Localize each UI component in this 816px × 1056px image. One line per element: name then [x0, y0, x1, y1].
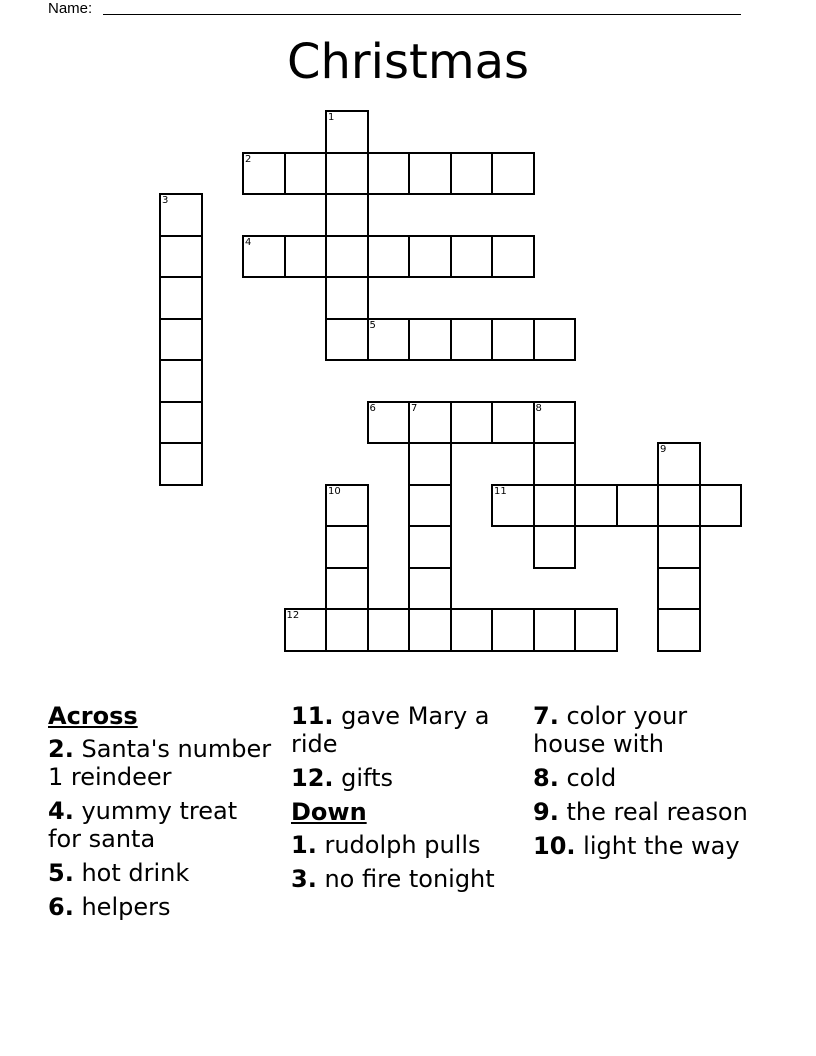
- clue-item-number: 2.: [48, 735, 74, 763]
- clue-item-text: rudolph pulls: [324, 831, 481, 859]
- crossword-cell[interactable]: [657, 567, 701, 611]
- crossword-cell[interactable]: [159, 235, 203, 279]
- crossword-cell[interactable]: [450, 401, 494, 445]
- clue-item-number: 6.: [48, 893, 74, 921]
- crossword-cell[interactable]: [242, 235, 286, 279]
- crossword-cell[interactable]: [284, 235, 328, 279]
- clue-item-number: 12.: [291, 764, 334, 792]
- crossword-cell[interactable]: [450, 318, 494, 362]
- clue-item-text: hot drink: [81, 859, 190, 887]
- page-title: Christmas: [286, 34, 529, 90]
- crossword-cell[interactable]: [491, 608, 535, 652]
- clue-item-number: 4.: [48, 797, 74, 825]
- clue-item: [291, 831, 516, 859]
- crossword-cell[interactable]: [408, 442, 452, 486]
- crossword-cell[interactable]: [408, 401, 452, 445]
- clue-item-number: 1.: [291, 831, 317, 859]
- crossword-cell[interactable]: [616, 484, 660, 528]
- crossword-cell[interactable]: [367, 152, 411, 196]
- clue-item: [291, 702, 516, 758]
- crossword-cell[interactable]: [657, 484, 701, 528]
- clue-number: 6: [369, 402, 376, 414]
- clue-column-1: [48, 702, 273, 927]
- crossword-cell[interactable]: [408, 567, 452, 611]
- crossword-cell[interactable]: [367, 608, 411, 652]
- crossword-cell[interactable]: [533, 525, 577, 569]
- clue-item-text: cold: [566, 764, 617, 792]
- crossword-cell[interactable]: [367, 318, 411, 362]
- crossword-cell[interactable]: [491, 484, 535, 528]
- crossword-cell[interactable]: [325, 525, 369, 569]
- crossword-cell[interactable]: [491, 152, 535, 196]
- crossword-cell[interactable]: [159, 359, 203, 403]
- clue-item-text: color your house with: [533, 702, 688, 758]
- clue-item-number: 3.: [291, 865, 317, 893]
- crossword-cell[interactable]: [325, 484, 369, 528]
- down-heading: Down: [291, 798, 367, 826]
- crossword-cell[interactable]: [574, 484, 618, 528]
- clue-number: 9: [660, 444, 667, 455]
- crossword-cell[interactable]: [325, 152, 369, 196]
- clue-item: [48, 735, 273, 791]
- clue-item-text: the real reason: [566, 798, 748, 826]
- clue-number: 4: [245, 236, 252, 248]
- clue-item: [533, 832, 758, 860]
- clue-column-2: [291, 702, 516, 899]
- crossword-cell[interactable]: [408, 608, 452, 652]
- crossword-cell[interactable]: [159, 442, 203, 486]
- crossword-cell[interactable]: [367, 401, 411, 445]
- crossword-cell[interactable]: [325, 567, 369, 611]
- clue-column-3: [533, 702, 758, 866]
- crossword-cell[interactable]: [657, 608, 701, 652]
- crossword-cell[interactable]: [284, 608, 328, 652]
- crossword-cell[interactable]: [491, 401, 535, 445]
- crossword-cell[interactable]: [408, 152, 452, 196]
- clue-item-number: 9.: [533, 798, 559, 826]
- crossword-cell[interactable]: [408, 525, 452, 569]
- clue-item: [533, 798, 758, 826]
- crossword-cell[interactable]: [450, 152, 494, 196]
- crossword-cell[interactable]: [491, 235, 535, 279]
- crossword-cell[interactable]: [533, 442, 577, 486]
- clue-number: 1: [328, 112, 335, 123]
- crossword-cell[interactable]: [284, 152, 328, 196]
- crossword-cell[interactable]: [242, 152, 286, 196]
- name-blank-line[interactable]: [103, 14, 741, 15]
- crossword-cell[interactable]: [491, 318, 535, 362]
- crossword-cell[interactable]: [325, 276, 369, 320]
- crossword-cell[interactable]: [159, 318, 203, 362]
- clue-item-number: 8.: [533, 764, 559, 792]
- crossword-cell[interactable]: [657, 525, 701, 569]
- clue-item-number: 11.: [291, 702, 334, 730]
- crossword-cell[interactable]: [533, 401, 577, 445]
- crossword-cell[interactable]: [325, 235, 369, 279]
- crossword-cell[interactable]: [408, 484, 452, 528]
- clue-item: [533, 702, 758, 758]
- clue-number: 12: [286, 610, 300, 621]
- across-heading: Across: [48, 702, 138, 730]
- clue-item: [291, 865, 516, 893]
- crossword-cell[interactable]: [325, 193, 369, 237]
- clue-item-text: gave Mary a ride: [291, 702, 490, 758]
- clue-number: 11: [494, 485, 507, 497]
- crossword-cell[interactable]: [533, 608, 577, 652]
- clue-item: [48, 859, 273, 887]
- crossword-cell[interactable]: [159, 401, 203, 445]
- crossword-cell[interactable]: [159, 276, 203, 320]
- clue-number: 8: [535, 402, 542, 414]
- crossword-cell[interactable]: [699, 484, 743, 528]
- name-label: Name:: [48, 0, 93, 17]
- crossword-cell[interactable]: [325, 110, 369, 154]
- clue-number: 3: [162, 195, 169, 206]
- crossword-cell[interactable]: [408, 235, 452, 279]
- clue-item-text: helpers: [81, 893, 171, 921]
- crossword-cell[interactable]: [574, 608, 618, 652]
- clue-number: 7: [411, 402, 418, 414]
- clue-item-number: 5.: [48, 859, 74, 887]
- clue-item-number: 10.: [533, 832, 576, 860]
- clue-item: [48, 893, 273, 921]
- crossword-cell[interactable]: [325, 318, 369, 362]
- clue-item-text: no fire tonight: [324, 865, 495, 893]
- crossword-cell[interactable]: [533, 318, 577, 362]
- crossword-cell[interactable]: [159, 193, 203, 237]
- clue-item-text: light the way: [583, 832, 740, 860]
- crossword-cell[interactable]: [450, 235, 494, 279]
- crossword-cell[interactable]: [450, 608, 494, 652]
- clue-number: 10: [328, 485, 341, 497]
- clue-item: [48, 797, 273, 853]
- clue-item-text: yummy treat for santa: [48, 797, 238, 853]
- clue-item: [533, 764, 758, 792]
- clue-item-number: 7.: [533, 702, 559, 730]
- clue-item-text: gifts: [341, 764, 393, 792]
- clue-item-text: Santa's number 1 reindeer: [48, 735, 272, 791]
- crossword-cell[interactable]: [367, 235, 411, 279]
- crossword-cell[interactable]: [325, 608, 369, 652]
- crossword-cell[interactable]: [408, 318, 452, 362]
- clue-item: [291, 764, 516, 792]
- clue-number: 2: [245, 153, 252, 165]
- clue-number: 5: [369, 319, 376, 331]
- crossword-cell[interactable]: [533, 484, 577, 528]
- crossword-cell[interactable]: [657, 442, 701, 486]
